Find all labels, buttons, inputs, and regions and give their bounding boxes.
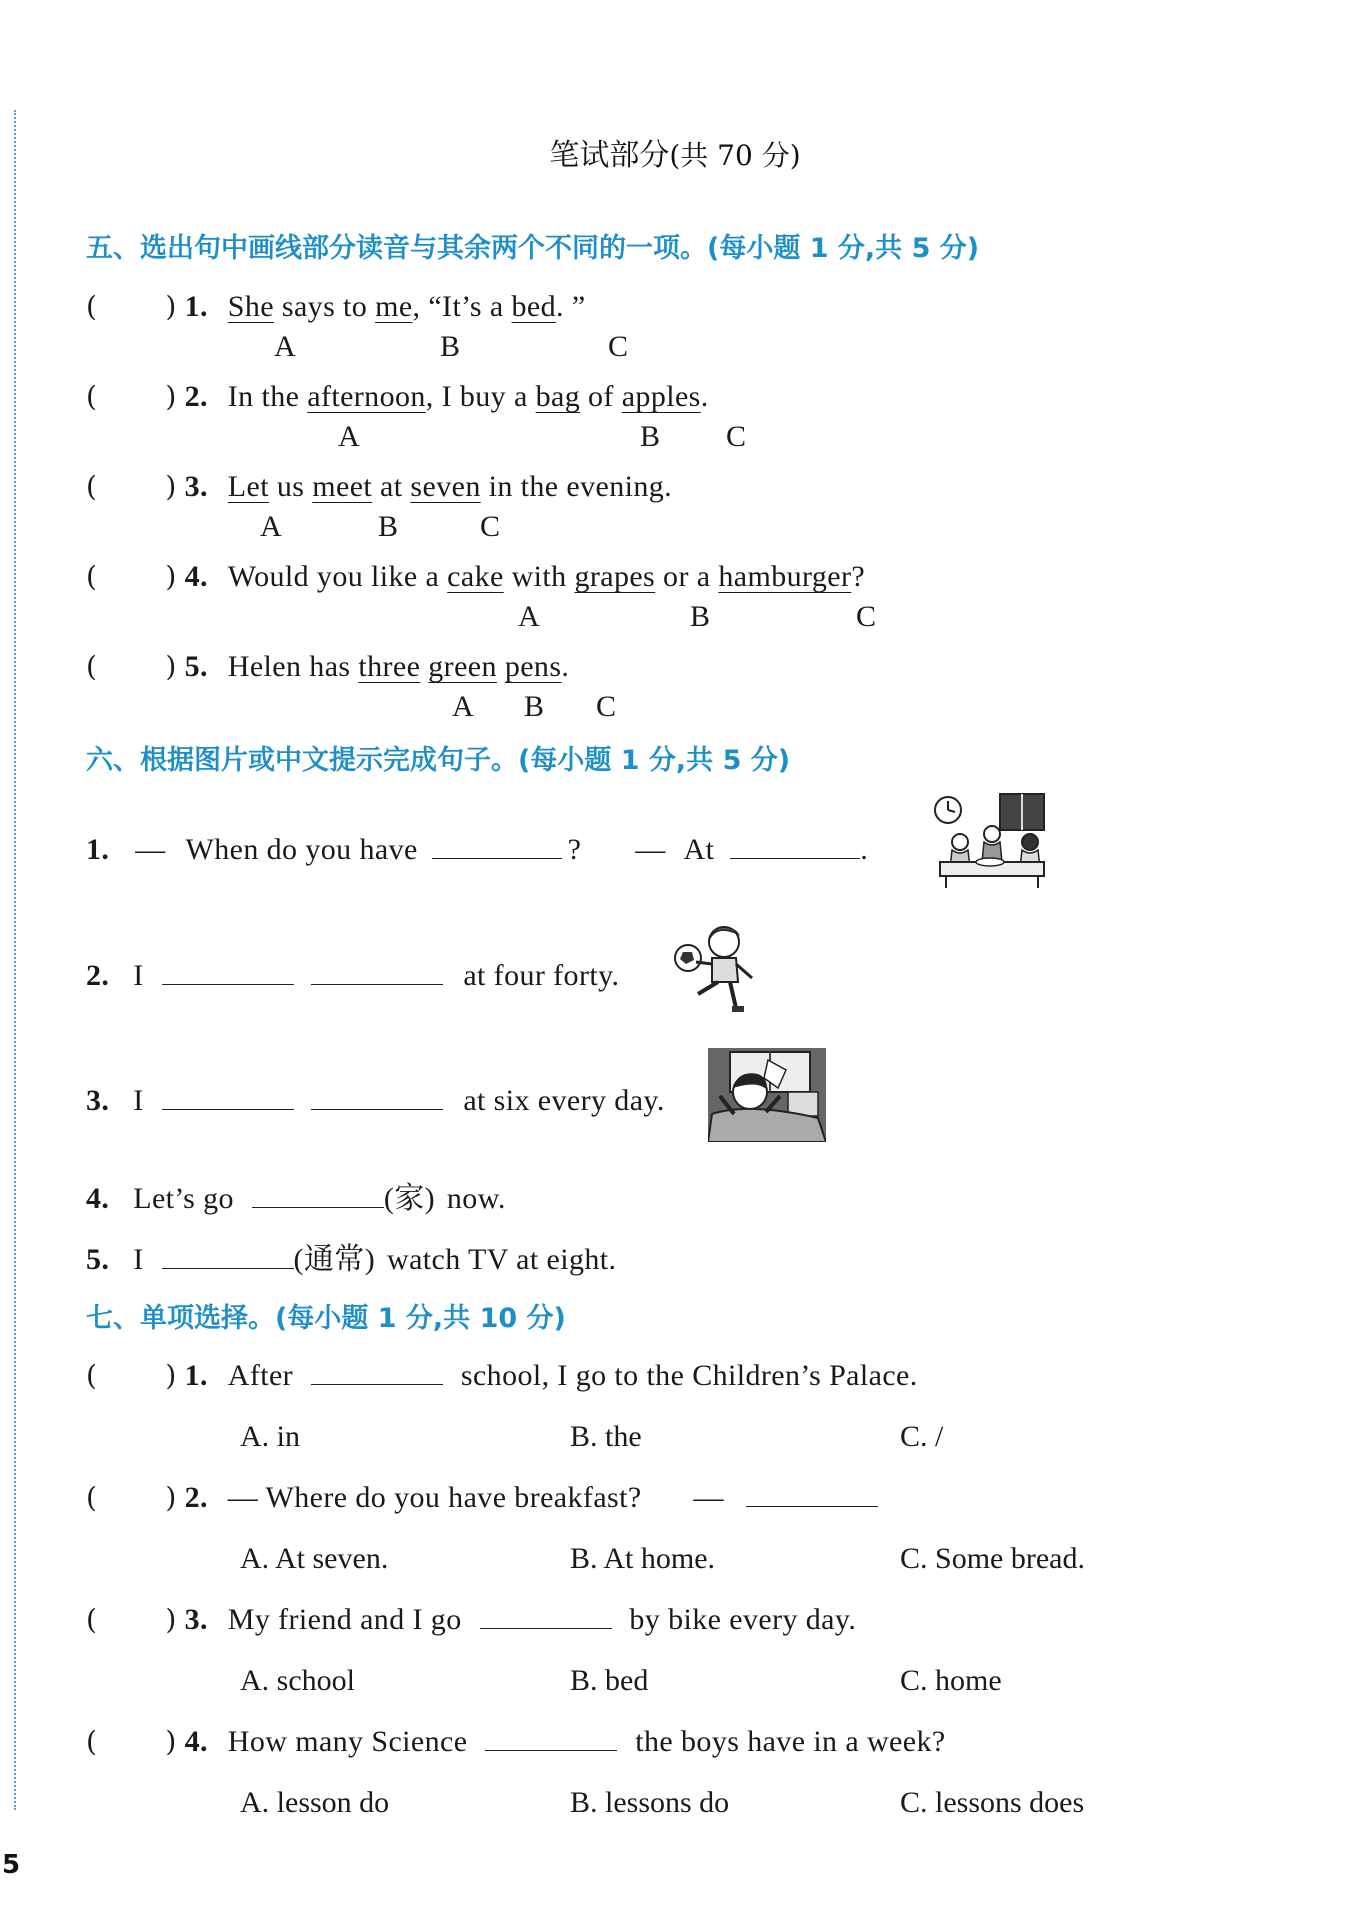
- option-b[interactable]: B. the: [570, 1420, 642, 1453]
- s7-q2-line: ( ) 2. — Where do you have breakfast? —: [86, 1480, 878, 1515]
- option-b[interactable]: B. bed: [570, 1664, 649, 1697]
- s7-q4-line: ( ) 4. How many Science the boys have in a week?: [86, 1725, 946, 1758]
- underlined-word-c: hamburger: [718, 560, 852, 593]
- label-a: A: [452, 690, 474, 723]
- s6-q5-line: 5. I (通常) watch TV at eight.: [86, 1243, 617, 1276]
- fill-blank[interactable]: [480, 1602, 612, 1629]
- label-a: A: [260, 510, 282, 543]
- option-a[interactable]: A. lesson do: [240, 1786, 390, 1819]
- fill-blank[interactable]: [162, 958, 294, 985]
- section6-heading: 六、根据图片或中文提示完成句子。(每小题 1 分,共 5 分): [86, 745, 791, 776]
- label-b: B: [690, 600, 711, 633]
- chinese-hint: (通常): [293, 1243, 376, 1276]
- question-number: 4.: [184, 560, 208, 593]
- section5-heading: 五、选出句中画线部分读音与其余两个不同的一项。(每小题 1 分,共 5 分): [86, 233, 980, 264]
- option-c[interactable]: C. home: [900, 1664, 1002, 1697]
- underlined-word-a: afternoon: [307, 380, 426, 413]
- option-a[interactable]: A. school: [240, 1664, 355, 1697]
- option-c[interactable]: C. /: [900, 1420, 944, 1453]
- answer-paren-open: (: [86, 290, 98, 323]
- fill-blank[interactable]: [162, 1242, 294, 1269]
- fill-blank[interactable]: [311, 958, 443, 985]
- label-a: A: [338, 420, 360, 453]
- question-number: 4.: [184, 1725, 208, 1758]
- option-a[interactable]: A. At seven.: [240, 1542, 389, 1575]
- fill-blank[interactable]: [311, 1083, 443, 1110]
- s6-q1-line: 1. — When do you have ? — At .: [86, 833, 869, 866]
- underlined-word-c: apples: [621, 380, 701, 413]
- question-number: 3.: [184, 470, 208, 503]
- question-number: 1.: [184, 290, 208, 323]
- option-c[interactable]: C. lessons does: [900, 1786, 1085, 1819]
- page-number: 5: [2, 1850, 21, 1880]
- s5-q4-line: ( ) 4. Would you like a cake with grapes or a hamburger?: [86, 560, 866, 593]
- fill-blank[interactable]: [432, 832, 562, 859]
- fill-blank[interactable]: [162, 1083, 294, 1110]
- s6-q4-line: 4. Let’s go (家) now.: [86, 1182, 506, 1215]
- s5-q2-line: ( ) 2. In the afternoon, I buy a bag of apples.: [86, 380, 709, 413]
- question-number: 2.: [184, 380, 208, 413]
- s6-q3-line: 3. I at six every day.: [86, 1084, 665, 1117]
- underlined-word-a: She: [227, 290, 274, 323]
- section7-heading: 七、单项选择。(每小题 1 分,共 10 分): [86, 1303, 566, 1334]
- option-c[interactable]: C. Some bread.: [900, 1542, 1085, 1575]
- underlined-word-b: me: [375, 290, 413, 323]
- boy-getting-up-illustration: [708, 1048, 826, 1142]
- underlined-word-b: bag: [535, 380, 581, 413]
- label-b: B: [524, 690, 545, 723]
- label-a: A: [518, 600, 540, 633]
- question-number: 5.: [184, 650, 208, 683]
- s7-q1-line: ( ) 1. After school, I go to the Children’s Palace.: [86, 1359, 918, 1392]
- page-title: [0, 130, 1350, 174]
- fill-blank[interactable]: [485, 1724, 617, 1751]
- underlined-word-b: green: [428, 650, 497, 683]
- label-b: B: [378, 510, 399, 543]
- label-c: C: [726, 420, 747, 453]
- answer-paren-close: ): [165, 290, 177, 323]
- binding-margin-line: [14, 110, 16, 1810]
- s7-q3-line: ( ) 3. My friend and I go by bike every day.: [86, 1603, 857, 1636]
- underlined-word-c: seven: [410, 470, 481, 503]
- underlined-word-b: meet: [312, 470, 373, 503]
- question-number: 2.: [184, 1481, 208, 1514]
- underlined-word-a: three: [358, 650, 421, 683]
- option-b[interactable]: B. At home.: [570, 1542, 716, 1575]
- option-b[interactable]: B. lessons do: [570, 1786, 730, 1819]
- title-sub: (共 70 分): [669, 139, 801, 172]
- fill-blank[interactable]: [252, 1181, 384, 1208]
- s5-q1-line: ( ) 1. She says to me, “It’s a bed. ”: [86, 290, 586, 323]
- title-main: 笔试部分: [549, 138, 670, 173]
- fill-blank[interactable]: [730, 832, 860, 859]
- underlined-word-a: Let: [227, 470, 269, 503]
- underlined-word-b: grapes: [574, 560, 656, 593]
- s6-q2-line: 2. I at four forty.: [86, 959, 620, 992]
- label-c: C: [596, 690, 617, 723]
- boy-playing-football-illustration: [672, 922, 764, 1018]
- fill-blank[interactable]: [746, 1480, 878, 1507]
- underlined-word-c: pens: [504, 650, 562, 683]
- chinese-hint: (家): [383, 1182, 435, 1215]
- question-number: 1.: [184, 1359, 208, 1392]
- label-a: A: [274, 330, 296, 363]
- question-number: 3.: [184, 1603, 208, 1636]
- underlined-word-a: cake: [447, 560, 504, 593]
- label-c: C: [856, 600, 877, 633]
- label-c: C: [608, 330, 629, 363]
- label-c: C: [480, 510, 501, 543]
- label-b: B: [440, 330, 461, 363]
- s5-q3-line: ( ) 3. Let us meet at seven in the evening.: [86, 470, 673, 503]
- s5-q5-line: ( ) 5. Helen has three green pens.: [86, 650, 570, 683]
- label-b: B: [640, 420, 661, 453]
- family-dinner-illustration: [930, 790, 1052, 890]
- fill-blank[interactable]: [311, 1358, 443, 1385]
- option-a[interactable]: A. in: [240, 1420, 300, 1453]
- underlined-word-c: bed: [511, 290, 557, 323]
